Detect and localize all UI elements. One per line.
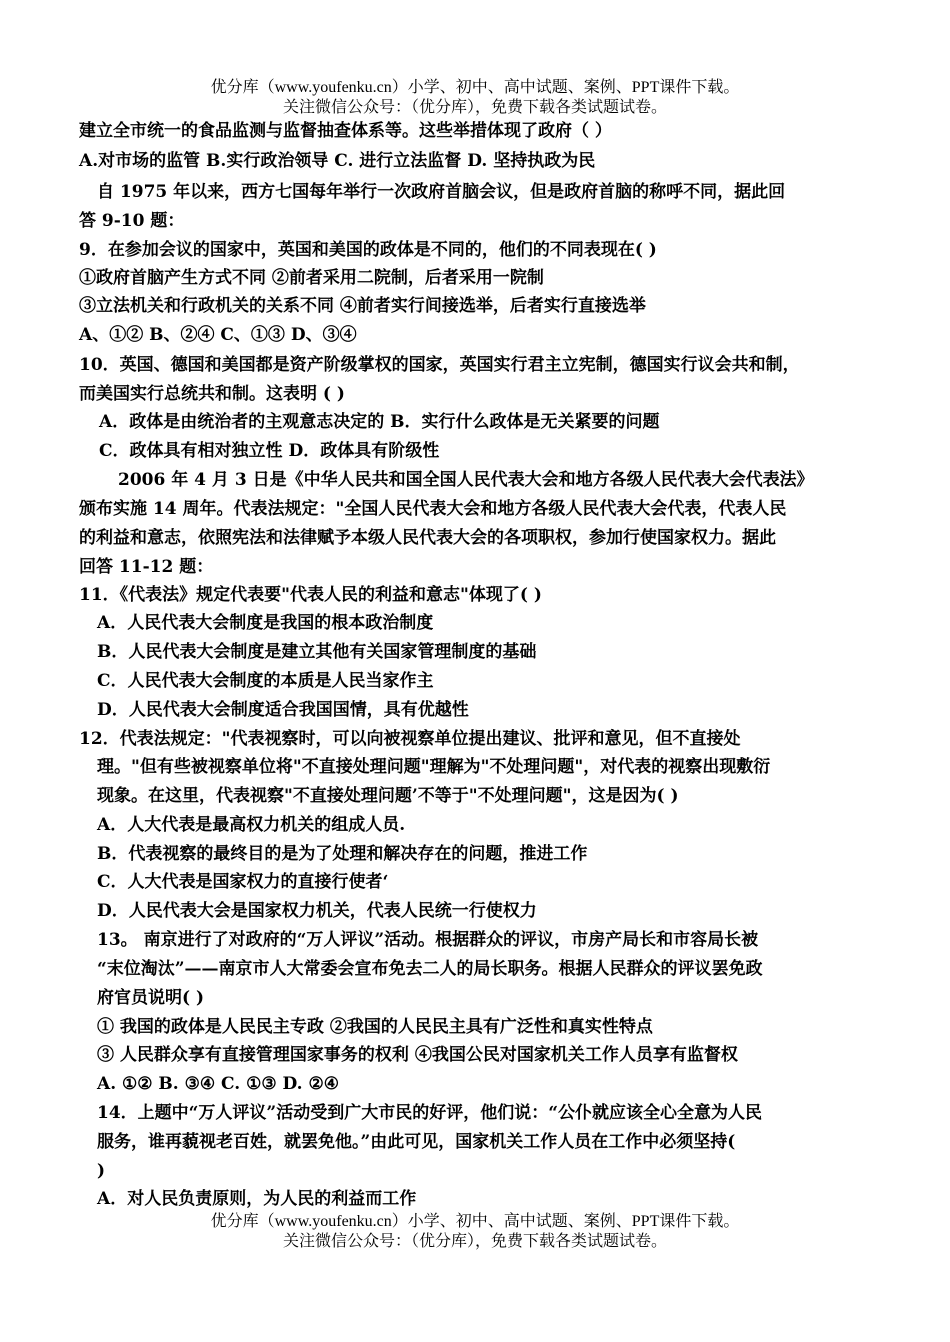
text-line: “末位淘汰”——南京市人大常委会宣布免去二人的局长职务。根据人民群众的评议罢免政 [97, 959, 763, 979]
text-line: A．政体是由统治者的主观意志决定的 B．实行什么政体是无关紧要的问题 [99, 412, 660, 432]
footer-line-1: 优分库（www.youfenku.cn）小学、初中、高中试题、案例、PPT课件下载。 [210, 1213, 740, 1230]
header-line-1: 优分库（www.youfenku.cn）小学、初中、高中试题、案例、PPT课件下载。 [210, 79, 740, 96]
text-line: 回答 11-12 题： [79, 557, 214, 577]
text-line: ③ 人民群众享有直接管理国家事务的权利 ④我国公民对国家机关工作人员享有监督权 [97, 1045, 738, 1065]
text-line: 而美国实行总统共和制。这表明 ( ) [79, 384, 345, 404]
text-line: 理。"但有些被视察单位将"不直接处理问题"理解为"不处理问题"，对代表的视察出现敷衍 [97, 757, 771, 777]
text-line: 颁布实施 14 周年。代表法规定："全国人民代表大会和地方各级人民代表大会代表，代表人民 [79, 499, 787, 519]
text-line: C．政体具有相对独立性 D．政体具有阶级性 [99, 441, 440, 461]
question-14: 14．上题中“万人评议”活动受到广大市民的好评，他们说：“公仆就应该全心全意为人民 [97, 1103, 762, 1123]
text-line: D．人民代表大会是国家权力机关，代表人民统一行使权力 [97, 901, 537, 921]
text-line: D．人民代表大会制度适合我国国情，具有优越性 [97, 700, 469, 720]
text-line: A．人民代表大会制度是我国的根本政治制度 [97, 613, 434, 633]
text-line: C．人民代表大会制度的本质是人民当家作主 [97, 671, 434, 691]
text-line: 答 9-10 题： [79, 211, 185, 231]
text-line: A．人大代表是最高权力机关的组成人员. [97, 815, 406, 835]
text-line: ①政府首脑产生方式不同 ②前者采用二院制，后者采用一院制 [79, 268, 544, 288]
text-line: ) [97, 1161, 106, 1181]
text-line: 府官员说明( ) [97, 988, 205, 1008]
answer-options: A. ①② B. ③④ C. ①③ D. ②④ [97, 1074, 339, 1094]
text-line: 自 1975 年以来，西方七国每年举行一次政府首脑会议，但是政府首脑的称呼不同，据此回 [97, 182, 786, 202]
text-line: ① 我国的政体是人民民主专政 ②我国的人民民主具有广泛性和真实性特点 [97, 1017, 653, 1037]
text-line: A．对人民负责原则，为人民的利益而工作 [97, 1189, 417, 1209]
answer-options: A、①② B、②④ C、①③ D、③④ [79, 325, 357, 345]
text-line: C．人大代表是国家权力的直接行使者‘ [97, 872, 389, 892]
text-line: ③立法机关和行政机关的关系不同 ④前者实行间接选举，后者实行直接选举 [79, 296, 646, 316]
header-line-2: 关注微信公众号：（优分库），免费下载各类试题试卷。 [282, 99, 667, 116]
question-12: 12．代表法规定："代表视察时，可以向被视察单位提出建议、批评和意见，但不直接处 [79, 729, 741, 749]
text-line: 建立全市统一的食品监测与监督抽查体系等。这些举措体现了政府（ ） [79, 121, 612, 141]
text-line: 的利益和意志，依照宪法和法律赋予本级人民代表大会的各项职权，参加行使国家权力。据此 [79, 528, 776, 548]
text-line: B．人民代表大会制度是建立其他有关国家管理制度的基础 [97, 642, 537, 662]
question-11: 11．《代表法》规定代表要"代表人民的利益和意志"体现了( ) [79, 585, 542, 605]
text-line: 现象。在这里，代表视察"不直接处理问题’不等于"不处理问题"，这是因为( ) [97, 786, 679, 806]
question-13: 13。 南京进行了对政府的“万人评议”活动。根据群众的评议，市房产局长和市容局长被 [97, 930, 759, 950]
text-line: A.对市场的监管 B.实行政治领导 C. 进行立法监督 D. 坚持执政为民 [79, 151, 596, 171]
text-line: B．代表视察的最终目的是为了处理和解决存在的问题，推进工作 [97, 844, 588, 864]
question-10: 10．英国、德国和美国都是资产阶级掌权的国家，英国实行君主立宪制，德国实行议会共和制， [79, 355, 800, 375]
text-line: 2006 年 4 月 3 日是《中华人民共和国全国人民代表大会和地方各级人民代表大会代表法》 [118, 470, 814, 490]
question-9: 9．在参加会议的国家中，英国和美国的政体是不同的，他们的不同表现在( ) [79, 240, 657, 260]
text-line: 服务，谁再藐视老百姓，就罢免他。”由此可见，国家机关工作人员在工作中必须坚持( [97, 1132, 736, 1152]
footer-line-2: 关注微信公众号：（优分库），免费下载各类试题试卷。 [282, 1233, 667, 1250]
